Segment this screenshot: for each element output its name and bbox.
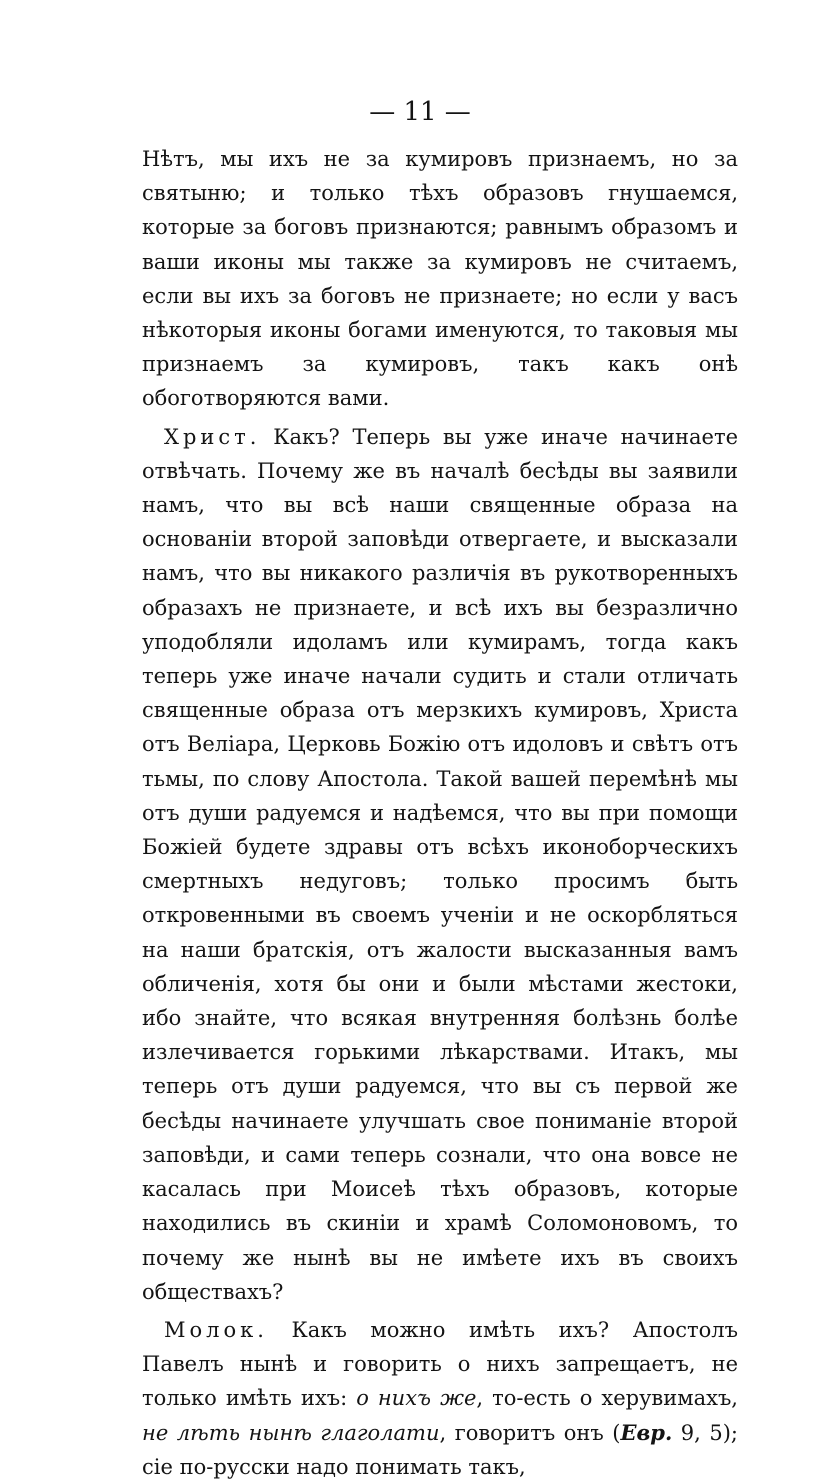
paragraph-2-text: Какъ? Теперь вы уже иначе начинаете отвѣчать. Почему же въ началѣ бесѣды вы заявили намъ, что вы всѣ наши священные образа на основаніи второй заповѣди отвергаете, и высказали намъ, что вы никакого различія въ рукотворенныхъ образахъ не признаете, и всѣ ихъ вы безразлично уподобляли идоламъ или кумирамъ, тогда какъ теперь уже иначе начали судить и стали отличать священные образа отъ мерзкихъ кумировъ, Христа отъ Веліара, Церковь Божію отъ идоловъ и свѣтъ отъ тьмы, по слову Апостола. Такой вашей перемѣнѣ мы отъ души радуемся и надѣемся, что вы при помощи Божіей будете здравы отъ всѣхъ иконоборческихъ смертныхъ недуговъ; только просимъ быть откровенными въ своемъ ученіи и не оскорбляться на наши братскія, отъ жалости высказанныя вамъ обличенія, хотя бы они и были мѣстами жестоки, ибо знайте, что всякая внутренняя болѣзнь болѣе излечивается горькими лѣкарствами. Итакъ, мы теперь отъ души радуемся, что вы съ первой же бесѣды начинаете улучшать свое пониманіе второй заповѣди, и сами теперь сознали, что она вовсе не касалась при Моисеѣ тѣхъ образовъ, которые находились въ скиніи и храмѣ Соломоновомъ, то почему же нынѣ вы не имѣете ихъ въ своихъ обществахъ? bbox=[142, 424, 738, 1304]
paragraph-3-text-d: 9, 5); сіе по-русски надо понимать такъ, bbox=[142, 1420, 738, 1479]
speaker-molok: Молок. bbox=[164, 1317, 268, 1342]
paragraph-1: Нѣтъ, мы ихъ не за кумировъ признаемъ, но за святыню; и только тѣхъ образовъ гнушаемся, которые за боговъ признаются; равнымъ образомъ и ваши иконы мы также за кумировъ не считаемъ, если вы ихъ за боговъ не признаете; но если у васъ нѣкоторыя иконы богами именуются, то таковыя мы признаемъ за кумировъ, такъ какъ онѣ обоготворяются вами. bbox=[142, 147, 738, 411]
quote-o-nikh-zhe: о нихъ же bbox=[356, 1386, 477, 1411]
paragraph-3-text-b: , то-есть о херувимахъ, bbox=[476, 1386, 738, 1411]
paragraph-3-text-a: Какъ можно имѣть ихъ? Апостолъ Павелъ нынѣ и говорить о нихъ запрещаетъ, не только имѣть ихъ: bbox=[142, 1317, 738, 1411]
scripture-reference: Евр. bbox=[620, 1419, 673, 1445]
quote-ne-liet-nyne-glagolati: не лѣть нынѣ глаголати bbox=[142, 1420, 440, 1445]
page-number: — 11 — bbox=[369, 97, 471, 127]
paragraph-3-text-c: , говоритъ онъ ( bbox=[439, 1420, 621, 1445]
page-body bbox=[142, 142, 738, 1484]
paragraph-3 bbox=[142, 1313, 738, 1484]
speaker-christ: Христ. bbox=[164, 424, 261, 449]
paragraph-2 bbox=[142, 420, 738, 1309]
